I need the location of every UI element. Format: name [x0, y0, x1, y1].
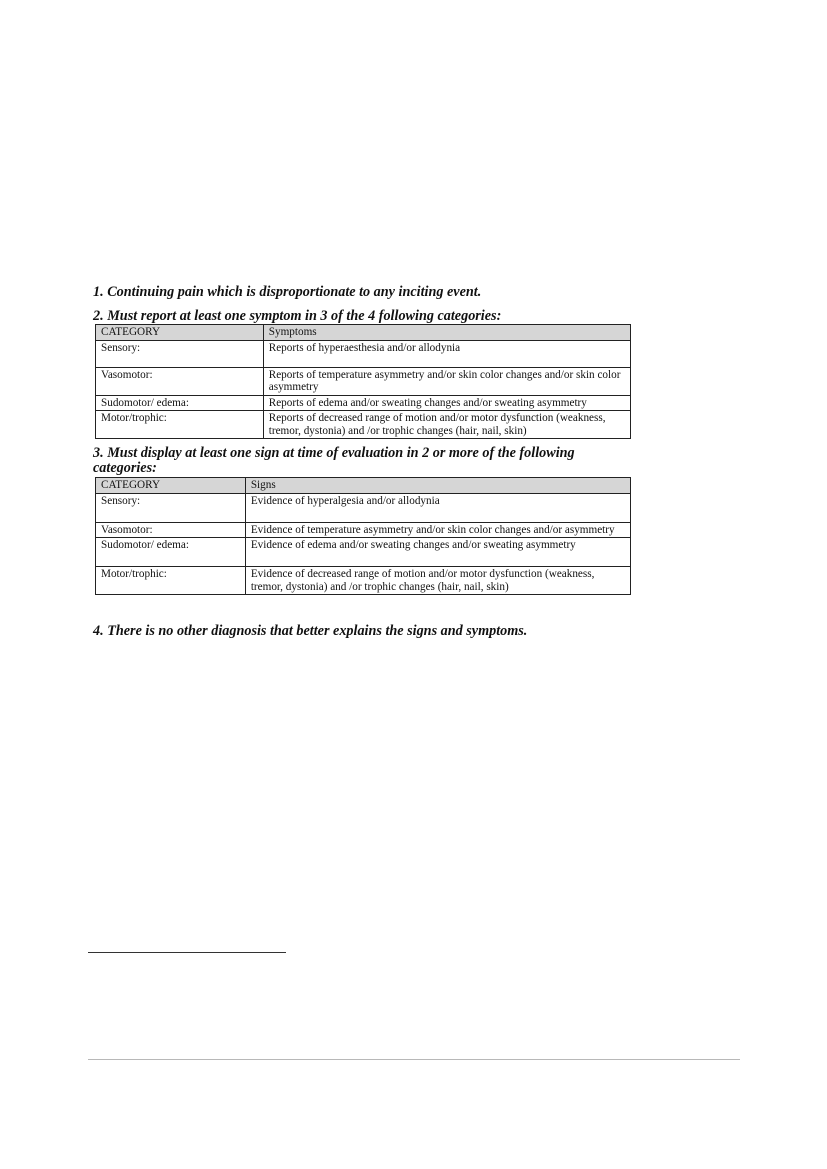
- description-cell: Evidence of decreased range of motion and/or motor dysfunction (weakness, tremor, dystonia) and /or trophic changes (hair, nail, skin): [245, 567, 630, 595]
- table-row: [96, 567, 631, 595]
- table-row: [96, 411, 631, 439]
- category-cell: Sudomotor/ edema:: [96, 538, 246, 567]
- description-cell: Reports of hyperaesthesia and/or allodynia: [263, 340, 630, 367]
- column-header-signs: Signs: [245, 478, 630, 494]
- footer-divider: [88, 1059, 740, 1060]
- description-cell: Reports of edema and/or sweating changes and/or sweating asymmetry: [263, 395, 630, 411]
- criterion-1: 1. Continuing pain which is disproportionate to any inciting event.: [93, 284, 482, 300]
- criterion-3: 3. Must display at least one sign at time of evaluation in 2 or more of the following categories:: [93, 445, 575, 476]
- table-header-row: [96, 325, 631, 341]
- category-cell: Motor/trophic:: [96, 411, 264, 439]
- category-cell: Vasomotor:: [96, 367, 264, 395]
- category-cell: Sudomotor/ edema:: [96, 395, 264, 411]
- description-cell: Reports of decreased range of motion and/or motor dysfunction (weakness, tremor, dystonia) and /or trophic changes (hair, nail, skin): [263, 411, 630, 439]
- column-header-symptoms: Symptoms: [263, 325, 630, 341]
- symptoms-table: [95, 324, 631, 439]
- table-row: [96, 493, 631, 522]
- footnote-divider: [88, 952, 286, 953]
- criterion-4: 4. There is no other diagnosis that better explains the signs and symptoms.: [93, 623, 528, 639]
- table-row: [96, 522, 631, 538]
- table-row: [96, 367, 631, 395]
- column-header-category: CATEGORY: [96, 325, 264, 341]
- table-row: [96, 340, 631, 367]
- table-row: [96, 538, 631, 567]
- signs-table: [95, 477, 631, 595]
- category-cell: Motor/trophic:: [96, 567, 246, 595]
- criterion-2: 2. Must report at least one symptom in 3 of the 4 following categories:: [93, 308, 502, 324]
- description-cell: Evidence of hyperalgesia and/or allodynia: [245, 493, 630, 522]
- description-cell: Reports of temperature asymmetry and/or skin color changes and/or skin color asymmetry: [263, 367, 630, 395]
- category-cell: Vasomotor:: [96, 522, 246, 538]
- table-header-row: [96, 478, 631, 494]
- description-cell: Evidence of edema and/or sweating changes and/or sweating asymmetry: [245, 538, 630, 567]
- table-row: [96, 395, 631, 411]
- category-cell: Sensory:: [96, 340, 264, 367]
- column-header-category: CATEGORY: [96, 478, 246, 494]
- description-cell: Evidence of temperature asymmetry and/or skin color changes and/or asymmetry: [245, 522, 630, 538]
- category-cell: Sensory:: [96, 493, 246, 522]
